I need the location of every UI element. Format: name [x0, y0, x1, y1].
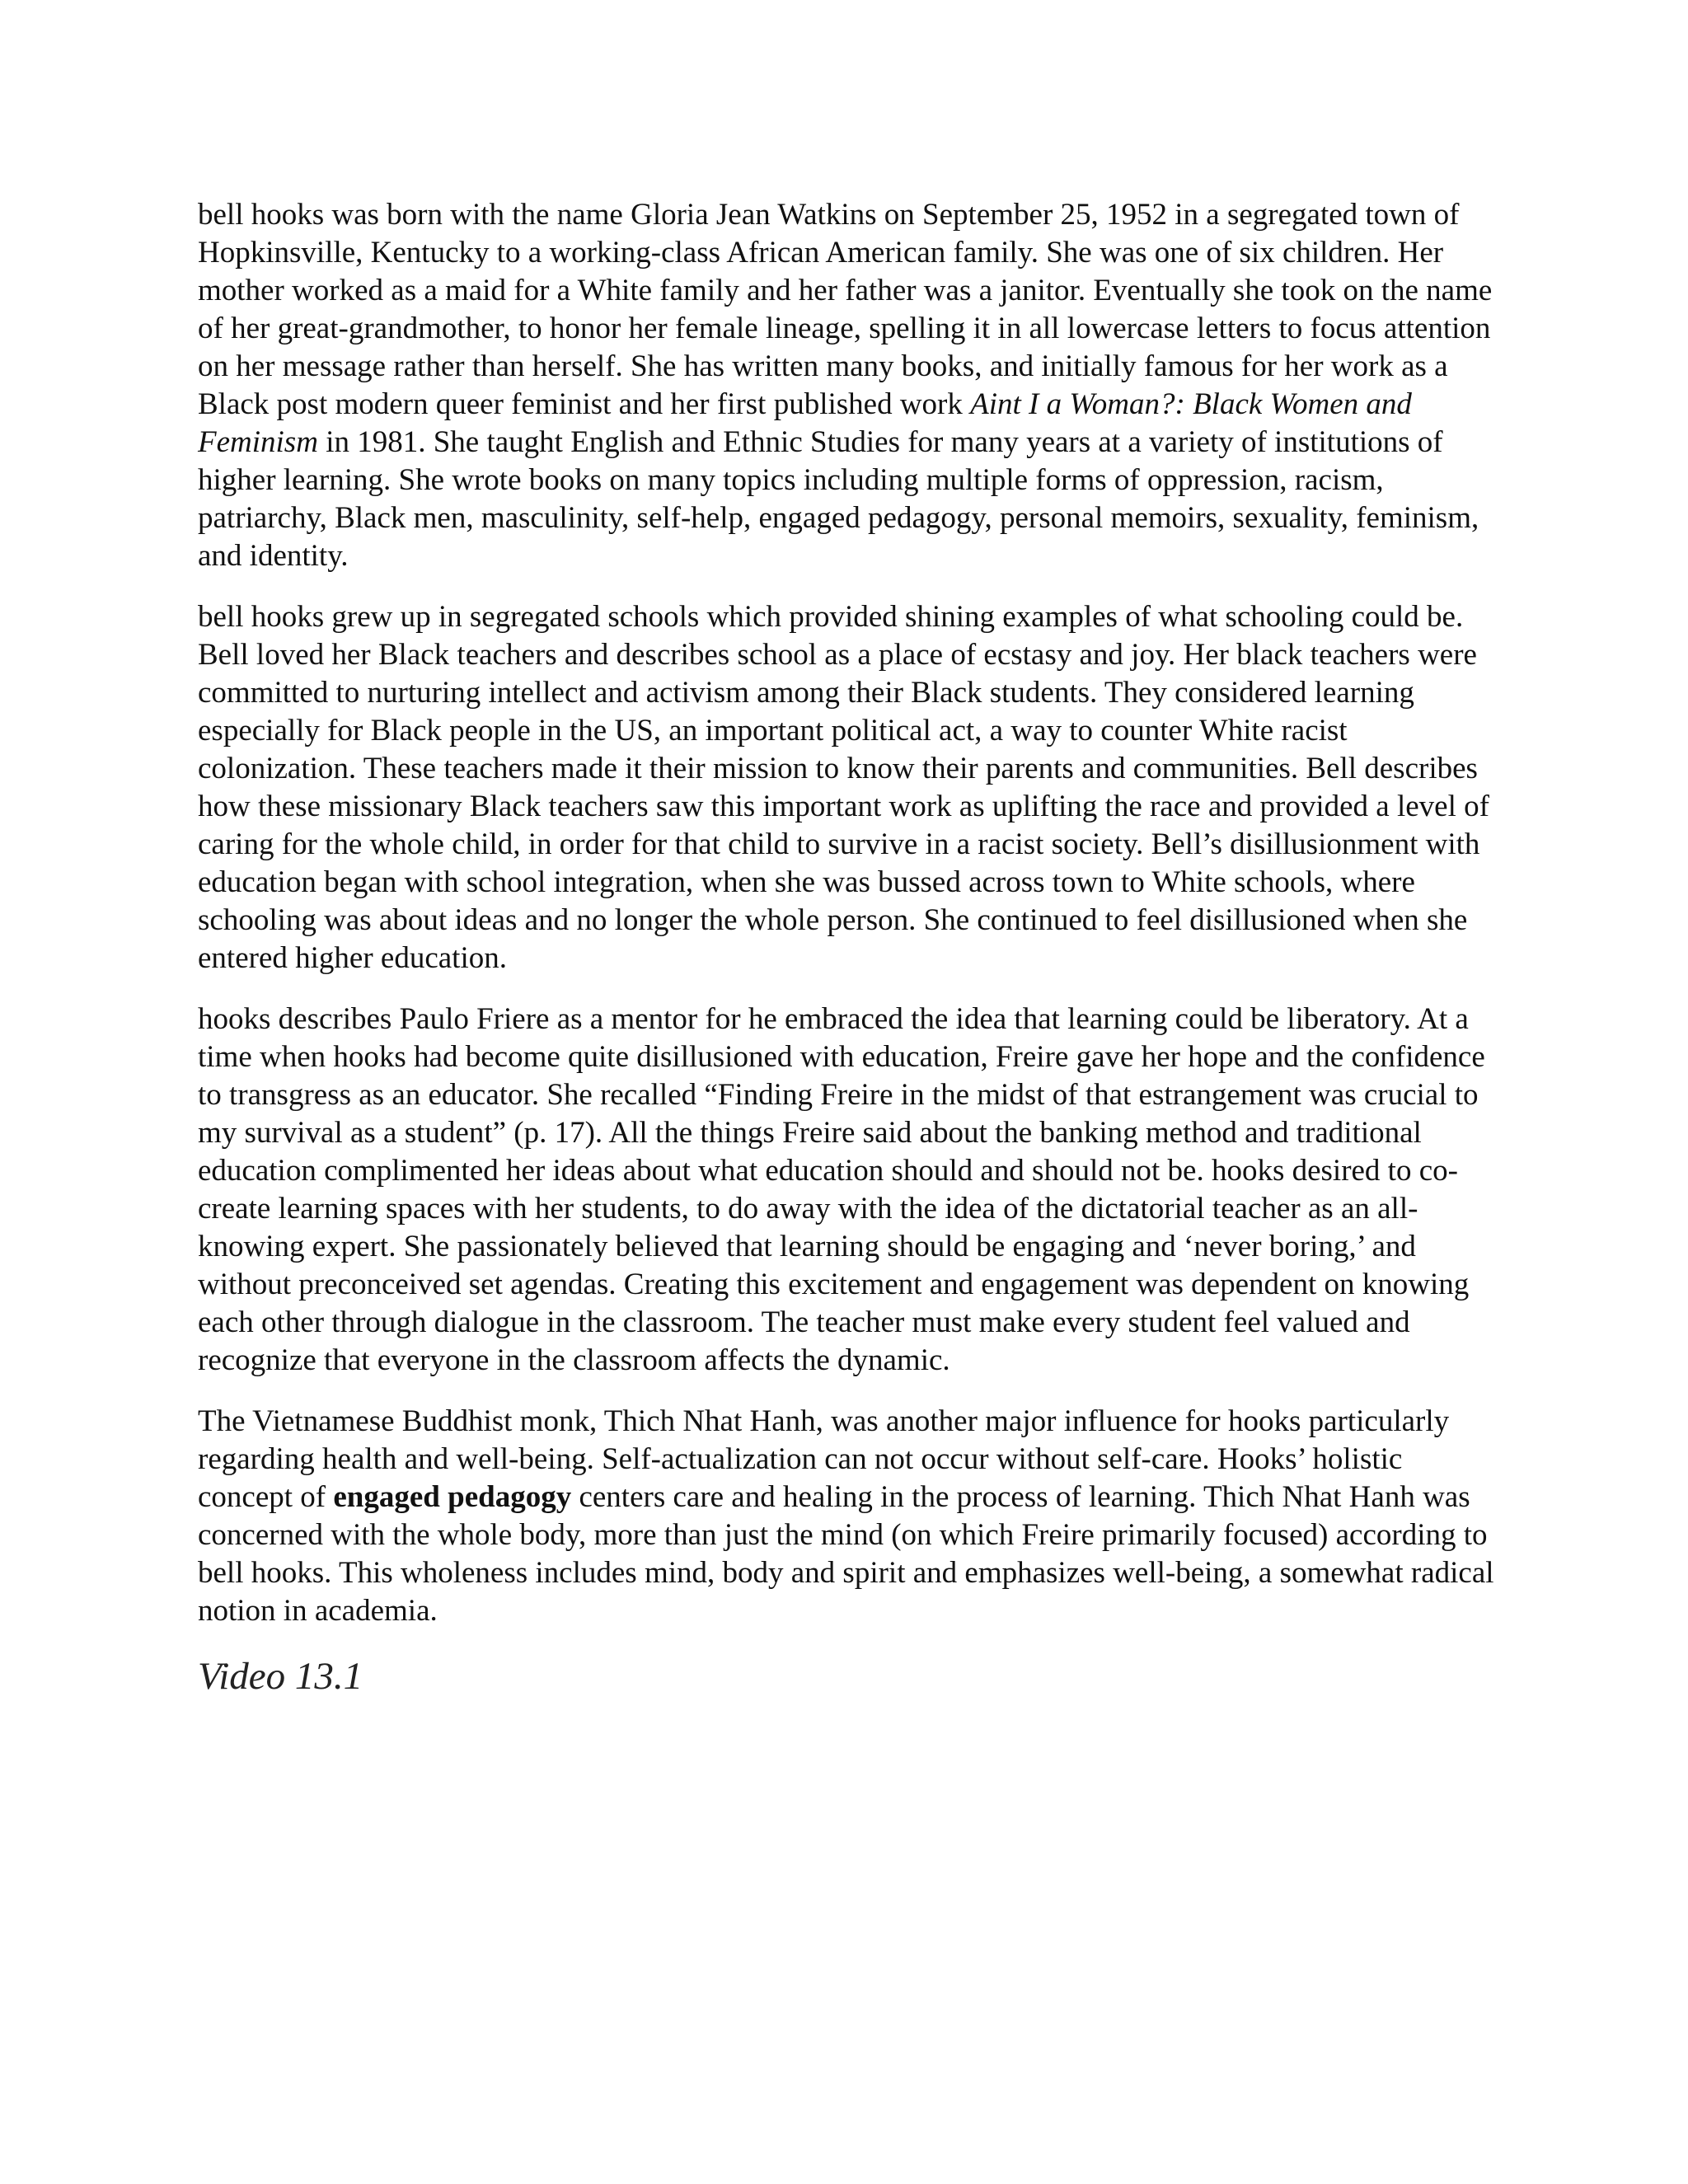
paragraph-freire: [198, 1001, 1496, 1380]
paragraph-bio: [198, 196, 1496, 575]
book-title: Aint I a Woman?: Black Women and Feminism: [198, 387, 1412, 459]
paragraph-text: hooks describes Paulo Friere as a mentor for he embraced the idea that learning could be liberatory. At a time when hooks had become quite disillusioned with education, Freire gave her hope and the confidence to transgress as an educator. She recalled “Finding Freire in the midst of that estrangement was crucial to my survival as a student” (p. 17). All the things Freire said about the banking method and traditional education complimented her ideas about what education should and should not be. hooks desired to co-create learning spaces with her students, to do away with the idea of the dictatorial teacher as an all-knowing expert. She passionately believed that learning should be engaging and ‘never boring,’ and without preconceived set agendas. Creating this excitement and engagement was dependent on knowing each other through dialogue in the classroom. The teacher must make every student feel valued and recognize that everyone in the classroom affects the dynamic.: [198, 1002, 1485, 1377]
paragraph-text: The Vietnamese Buddhist monk, Thich Nhat Hanh, was another major influence for hooks particularly regarding health and well-being. Self-actualization can not occur without self-care. Hooks’ holistic concept of: [198, 1404, 1450, 1514]
video-label[interactable]: Video 13.1: [198, 1655, 363, 1698]
paragraph-schooling: [198, 598, 1496, 977]
paragraph-text: centers care and healing in the process of learning. Thich Nhat Hanh was concerned with the whole body, more than just the mind (on which Freire primarily focused) according to bell hooks. This wholeness includes mind, body and spirit and emphasizes well-being, a somewhat radical notion in academia.: [198, 1480, 1494, 1628]
key-term: engaged pedagogy: [333, 1480, 572, 1514]
document-body: [198, 196, 1496, 1699]
paragraph-thich-nhat-hanh: [198, 1403, 1496, 1630]
paragraph-text: bell hooks grew up in segregated schools which provided shining examples of what schooling could be. Bell loved her Black teachers and describes school as a place of ecstasy and joy. Her black teachers were committed to nurturing intellect and activism among their Black students. They considered learning especially for Black people in the US, an important political act, a way to counter White racist colonization. These teachers made it their mission to know their parents and communities. Bell describes how these missionary Black teachers saw this important work as uplifting the race and provided a level of caring for the whole child, in order for that child to survive in a racist society. Bell’s disillusionment with education began with school integration, when she was bussed across town to White schools, where schooling was about ideas and no longer the whole person. She continued to feel disillusioned when she entered higher education.: [198, 600, 1489, 975]
paragraph-text: bell hooks was born with the name Gloria Jean Watkins on September 25, 1952 in a segregated town of Hopkinsville, Kentucky to a working-class African American family. She was one of six children. Her mother worked as a maid for a White family and her father was a janitor. Eventually she took on the name of her great-grandmother, to honor her female lineage, spelling it in all lowercase letters to focus attention on her message rather than herself. She has written many books, and initially famous for her work as a Black post modern queer feminist and her first published work: [198, 198, 1493, 421]
paragraph-text: in 1981. She taught English and Ethnic Studies for many years at a variety of institutions of higher learning. She wrote books on many topics including multiple forms of oppression, racism, patriarchy, Black men, masculinity, self-help, engaged pedagogy, personal memoirs, sexuality, feminism, and identity.: [198, 425, 1479, 573]
